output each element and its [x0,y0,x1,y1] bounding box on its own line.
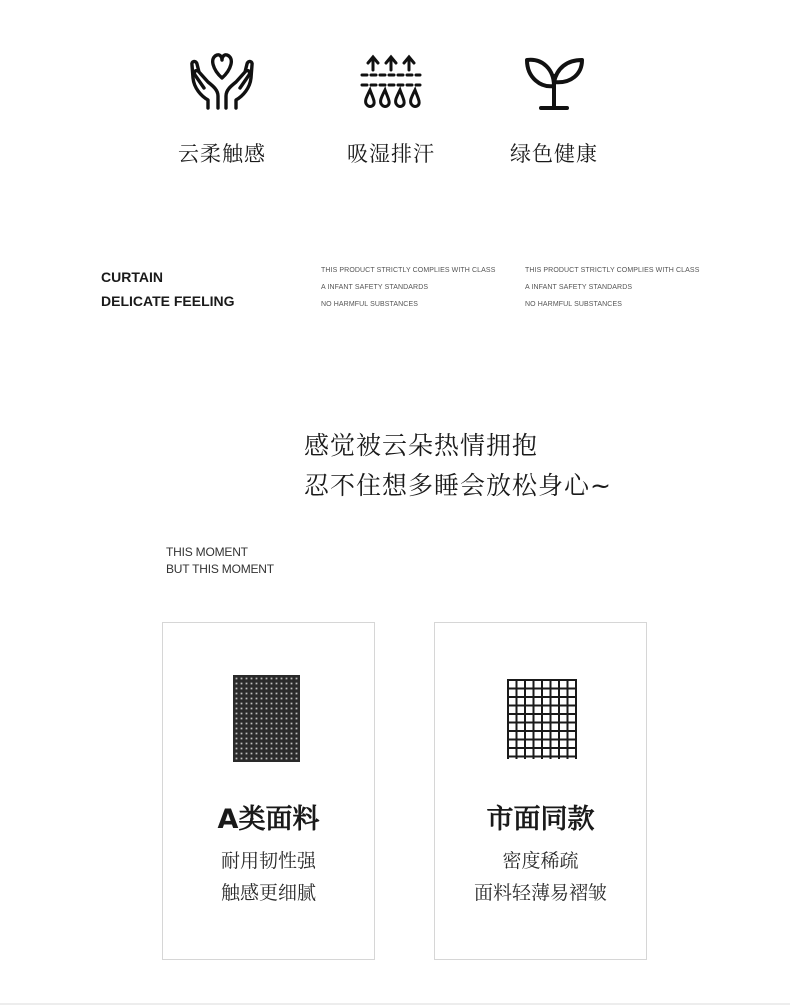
curtain-heading-line1: CURTAIN [101,269,163,285]
card-description [435,845,646,909]
safety-note-2 [525,262,699,313]
feature-soft-touch [152,48,292,168]
feature-label: 云柔触感 [178,142,266,166]
safety-note-line: NO HARMFUL SUBSTANCES [525,301,622,308]
safety-note-line: NO HARMFUL SUBSTANCES [321,301,418,308]
card-title: A类面料 [217,804,320,835]
headline [304,426,612,506]
feature-label: 吸湿排汗 [347,142,435,166]
card-desc-line: 面料轻薄易褶皱 [473,882,607,904]
moment-line2: BUT THIS MOMENT [166,562,274,576]
safety-note-line: THIS PRODUCT STRICTLY COMPLIES WITH CLASS [321,267,496,274]
headline-line1: 感觉被云朵热情拥抱 [304,431,539,460]
comparison-card-a-class [162,622,375,960]
comparison-card-market [434,622,647,960]
curtain-heading-line2: DELICATE FEELING [101,293,235,309]
feature-label: 绿色健康 [510,142,598,166]
sparse-weave-icon [507,679,577,759]
moment-line1: THIS MOMENT [166,545,248,559]
feature-moisture-wicking [321,48,461,168]
safety-note-line: THIS PRODUCT STRICTLY COMPLIES WITH CLASS [525,267,700,274]
hands-heart-icon [187,48,257,118]
card-desc-line: 耐用韧性强 [220,850,316,872]
card-desc-line: 触感更细腻 [220,882,316,904]
card-title: 市面同款 [486,804,595,835]
headline-line2: 忍不住想多睡会放松身心~ [304,471,612,500]
moment-caption [166,544,274,578]
curtain-heading [101,265,235,313]
safety-note-1 [321,262,495,313]
feature-green-healthy [484,48,624,168]
sprout-icon [519,48,589,118]
safety-note-line: A INFANT SAFETY STANDARDS [525,284,633,291]
safety-note-line: A INFANT SAFETY STANDARDS [321,284,429,291]
dense-weave-icon [233,675,300,762]
card-description [163,845,374,909]
moisture-wicking-icon [356,48,426,118]
card-desc-line: 密度稀疏 [502,850,579,872]
